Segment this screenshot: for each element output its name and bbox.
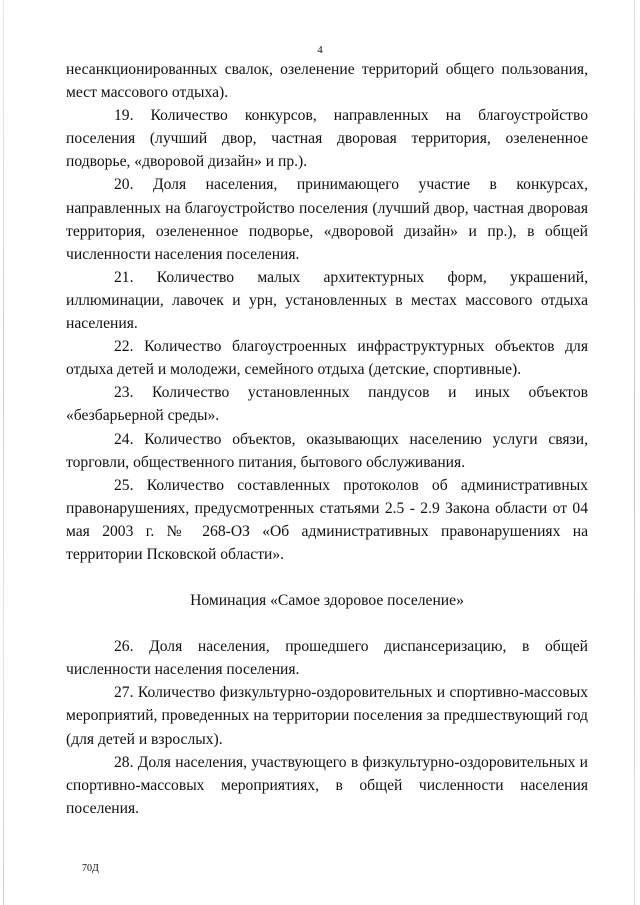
nomination-heading: Номинация «Самое здоровое поселение» <box>190 592 464 610</box>
paragraph-item-22: 22. Количество благоустроенных инфраструктурных объектов для отдыха детей и молодежи, семейного отдыха (детские, спортивные). <box>66 338 588 379</box>
paragraph-continuation: несанкционированных свалок, озеленение территорий общего пользования, мест массового отдыха). <box>66 61 588 102</box>
scan-edge-left <box>3 0 4 905</box>
paragraph-item-25: 25. Количество составленных протоколов об административных правонарушениях, предусмотренных статьями 2.5 - 2.9 Закона области от 04 мая 2003 г. № 268-ОЗ «Об административных правонарушениях на территории Псковской области». <box>66 476 588 563</box>
paragraph-item-26: 26. Доля населения, прошедшего диспансеризацию, в общей численности населения поселения. <box>66 638 588 679</box>
footer-code: 70Д <box>82 863 99 874</box>
scan-edge-right <box>634 0 635 905</box>
paragraph-item-20: 20. Доля населения, принимающего участие в конкурсах, направленных на благоустройство поселения (лучший двор, частная дворовая территория, озелененное подворье, «дворовой дизайн» и пр.), в общей численности населения поселения. <box>66 176 588 263</box>
page-number: 4 <box>317 44 323 56</box>
paragraph-item-24: 24. Количество объектов, оказывающих населению услуги связи, торговли, общественного питания, бытового обслуживания. <box>66 430 588 471</box>
paragraph-item-27: 27. Количество физкультурно-оздоровительных и спортивно-массовых мероприятий, проведенных на территории поселения за предшествующий год (для детей и взрослых). <box>66 684 588 748</box>
paragraph-item-21: 21. Количество малых архитектурных форм, украшений, иллюминации, лавочек и урн, установленных в местах массового отдыха населения. <box>66 268 588 333</box>
document-body <box>66 58 588 820</box>
paragraph-item-19: 19. Количество конкурсов, направленных на благоустройство поселения (лучший двор, частная дворовая территория, озелененное подворье, «дворовой дизайн» и пр.). <box>66 107 588 171</box>
paragraph-item-23: 23. Количество установленных пандусов и иных объектов «безбарьерной среды». <box>66 384 588 425</box>
paragraph-item-28: 28. Доля населения, участвующего в физкультурно-оздоровительных и спортивно-массовых мероприятиях, в общей численности населения поселения. <box>66 753 588 817</box>
